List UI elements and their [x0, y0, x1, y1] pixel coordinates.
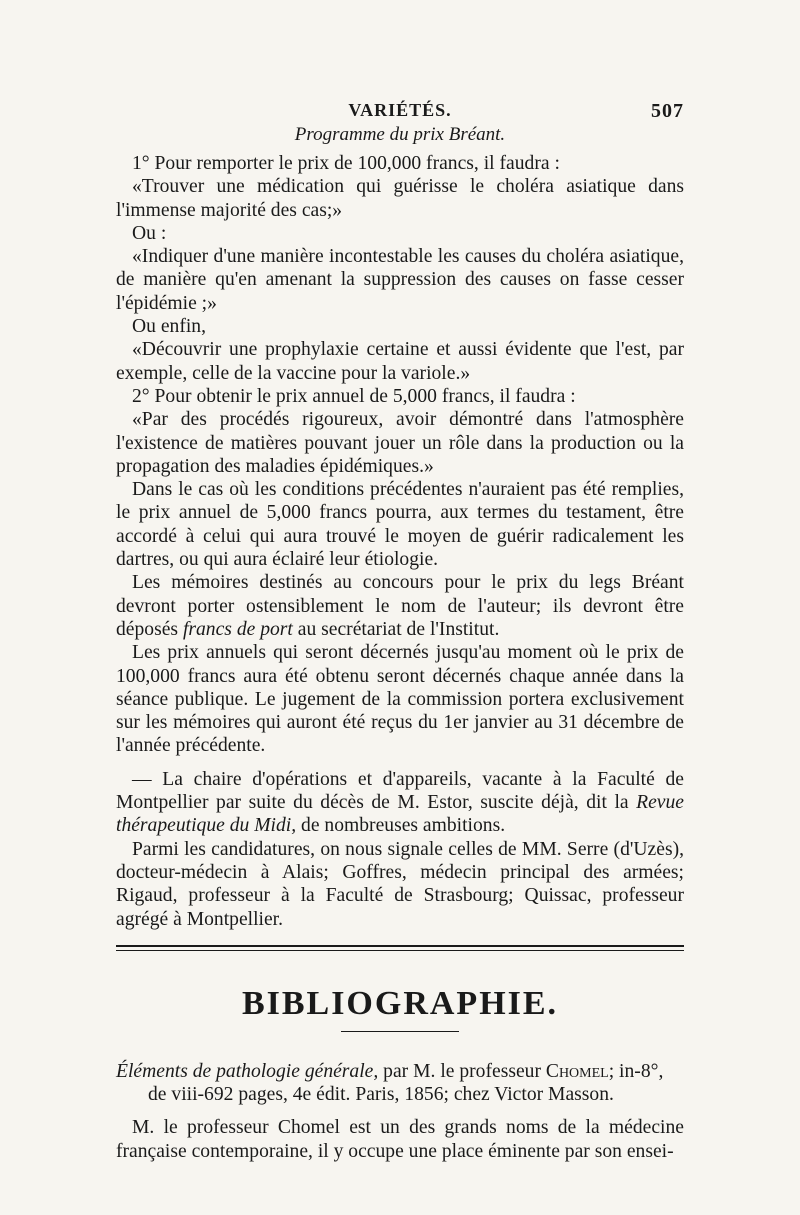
- biblio-details: de viii-692 pages, 4e édit. Paris, 1856; chez Victor Masson.: [148, 1084, 614, 1106]
- running-header: [116, 96, 684, 122]
- paragraph: [116, 768, 684, 838]
- paragraph-text: au secrétariat de l'Institut.: [292, 618, 500, 640]
- paragraph-text: Les mémoires destinés au concours pour le prix du legs Bréant devront porter ostensiblement le nom de l'auteur; ils devront être déposés: [116, 572, 684, 640]
- italic-phrase: francs de port: [182, 618, 293, 640]
- biblio-text: ; in-8°,: [608, 1060, 664, 1082]
- bibliography-entry: [116, 1060, 684, 1107]
- paragraph: 1° Pour remporter le prix de 100,000 francs, il faudra :: [132, 153, 560, 174]
- paragraph: 2° Pour obtenir le prix annuel de 5,000 francs, il faudra :: [132, 385, 576, 407]
- heading-rule: [341, 1031, 459, 1032]
- paragraph: «Indiquer d'une manière incontestable les causes du choléra asiatique, de manière qu'en amenant la suppression des causes on fasse cesser l'épidémie ;»: [116, 246, 684, 314]
- section-subtitle: Programme du prix Bréant.: [294, 124, 506, 145]
- paragraph: Ou enfin,: [132, 316, 207, 338]
- section-heading: BIBLIOGRAPHIE.: [241, 984, 559, 1022]
- page-number: 507: [651, 100, 684, 122]
- book-author: Chomel: [545, 1060, 609, 1082]
- paragraph: «Par des procédés rigoureux, avoir démontré dans l'atmosphère l'existence de matières pouvant jouer un rôle dans la production ou la propagation des maladies épidémiques.»: [116, 409, 684, 477]
- paragraph: Ou :: [132, 222, 167, 244]
- paragraph: «Trouver une médication qui guérisse le choléra asiatique dans l'immense majorité des cas;»: [116, 176, 684, 221]
- paragraph: [116, 571, 684, 641]
- paragraph: «Découvrir une prophylaxie certaine et aussi évidente que l'est, par exemple, celle de la vaccine pour la variole.»: [116, 339, 684, 384]
- paragraph: Les prix annuels qui seront décernés jusqu'au moment où le prix de 100,000 francs aura été obtenu seront décernés chaque année dans la séance publique. Le jugement de la commission portera exclusivement sur les mémoires qui auront été reçus du 1er janvier au 31 décembre de l'année précédente.: [116, 642, 684, 757]
- book-title: Éléments de pathologie générale,: [116, 1060, 379, 1082]
- journal-title: Revue thérapeutique du Midi,: [116, 792, 684, 837]
- paragraph-text: — La chaire d'opérations et d'appareils, vacante à la Faculté de Montpellier par suite du décès de M. Estor, suscite déjà, dit la: [116, 768, 684, 814]
- paragraph-text: de nombreuses ambitions.: [296, 815, 506, 837]
- paragraph: Dans le cas où les conditions précédentes n'auraient pas été remplies, le prix annuel de 5,000 francs pourra, aux termes du testament, être accordé à celui qui aura trouvé le moyen de guérir radicalement les dartres, ou qui aura éclairé leur étiologie.: [116, 479, 684, 571]
- biblio-text: par M. le professeur: [378, 1060, 546, 1082]
- section-divider: [116, 945, 684, 951]
- paragraph: M. le professeur Chomel est un des grands noms de la médecine française contemporaine, il y occupe une place éminente par son ensei-: [116, 1117, 684, 1162]
- running-title: VARIÉTÉS.: [348, 100, 452, 120]
- paragraph: Parmi les candidatures, on nous signale celles de MM. Serre (d'Uzès), docteur-médecin à Alais; Goffres, médecin principal des armées; Rigaud, professeur à la Faculté de Strasbourg; Quissac, professeur agrégé à Montpellier.: [116, 838, 684, 930]
